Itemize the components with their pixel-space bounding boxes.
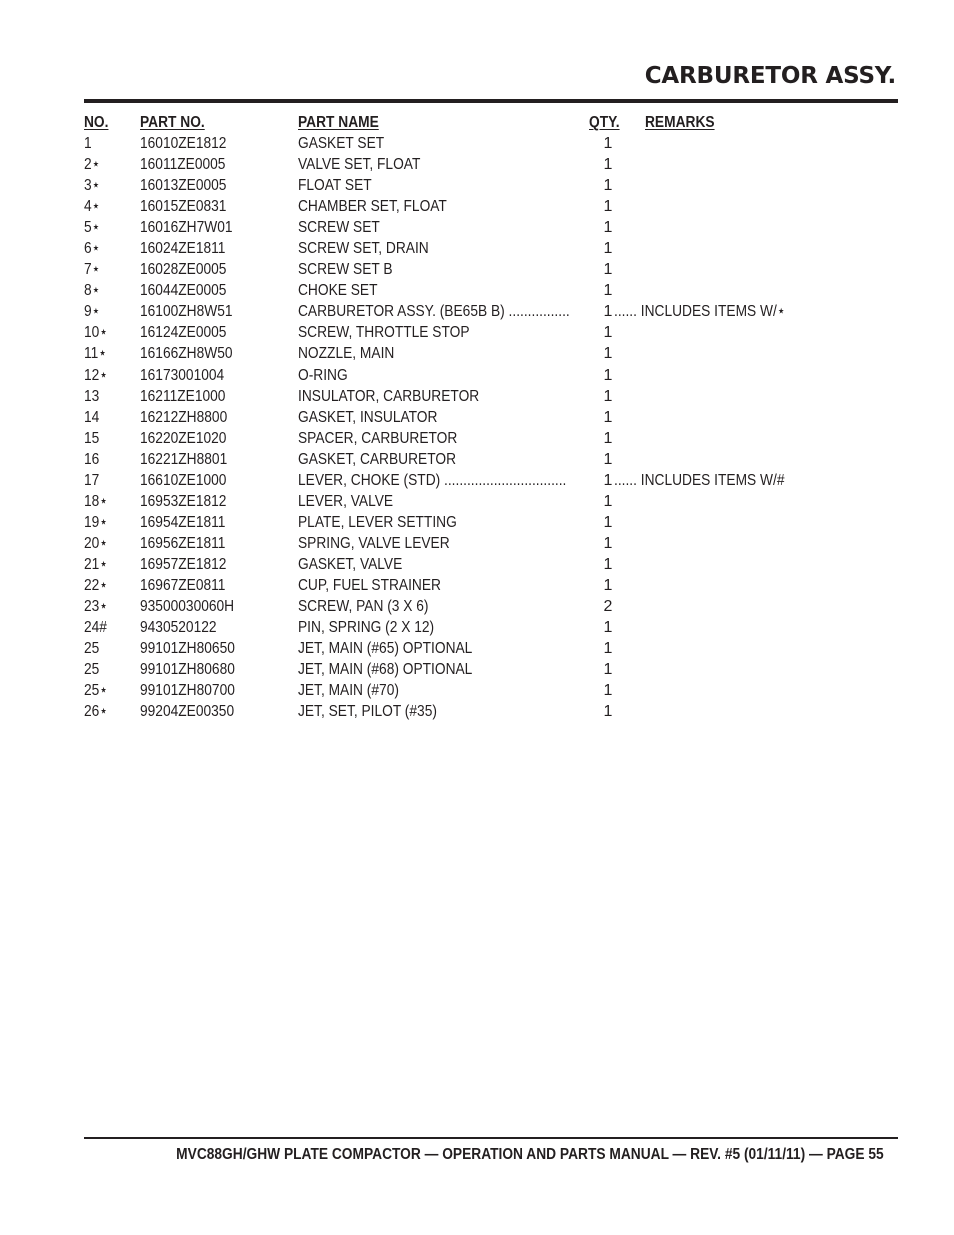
page-footer: MVC88GH/GHW PLATE COMPACTOR — OPERATION AND PARTS MANUAL — REV. #5 (01/11/11) — PAGE 55 bbox=[176, 1146, 884, 1163]
cell-qty: 1 bbox=[603, 661, 613, 679]
cell-part-no: 16024ZE1811 bbox=[140, 240, 226, 258]
cell-part-name: LEVER, CHOKE (STD) ................................ bbox=[298, 471, 567, 489]
header-part-name: PART NAME bbox=[298, 114, 379, 131]
header-part-no: PART NO. bbox=[140, 114, 205, 131]
cell-part-name: O-RING bbox=[298, 366, 348, 384]
cell-qty: 1 bbox=[603, 619, 613, 637]
cell-qty: 1 bbox=[603, 513, 613, 531]
cell-part-name: JET, MAIN (#70) bbox=[298, 682, 399, 700]
cell-no: 15 bbox=[84, 429, 100, 447]
cell-part-name: SCREW, PAN (3 X 6) bbox=[298, 598, 429, 616]
cell-qty: 1 bbox=[603, 282, 613, 300]
cell-part-no: 99101ZH80680 bbox=[140, 661, 235, 679]
cell-part-name: GASKET SET bbox=[298, 135, 385, 152]
cell-no: 25 bbox=[84, 640, 100, 658]
table-row bbox=[84, 386, 864, 407]
cell-part-name: JET, MAIN (#68) OPTIONAL bbox=[298, 661, 473, 679]
cell-remarks: ...... INCLUDES ITEMS W/⋆ bbox=[614, 303, 786, 321]
table-row bbox=[84, 617, 864, 638]
cell-qty: 1 bbox=[603, 471, 613, 489]
table-row bbox=[84, 280, 864, 301]
cell-part-no: 99204ZE00350 bbox=[140, 703, 235, 721]
table-row bbox=[84, 196, 864, 217]
table-row bbox=[84, 365, 864, 386]
cell-no: 25 bbox=[84, 661, 100, 679]
table-row bbox=[84, 343, 864, 364]
cell-part-no: 16010ZE1812 bbox=[140, 135, 227, 152]
table-row bbox=[84, 701, 864, 722]
cell-part-no: 93500030060H bbox=[140, 598, 235, 616]
cell-no: 22⋆ bbox=[84, 576, 108, 594]
cell-qty: 1 bbox=[603, 534, 613, 552]
table-row bbox=[84, 259, 864, 280]
cell-part-name: INSULATOR, CARBURETOR bbox=[298, 387, 480, 405]
cell-part-no: 16953ZE1812 bbox=[140, 492, 227, 510]
cell-qty: 1 bbox=[603, 156, 613, 174]
cell-no: 21⋆ bbox=[84, 555, 108, 573]
cell-part-name: VALVE SET, FLOAT bbox=[298, 156, 421, 174]
cell-no: 25⋆ bbox=[84, 682, 108, 700]
cell-no: 7⋆ bbox=[84, 261, 101, 279]
cell-part-name: PIN, SPRING (2 X 12) bbox=[298, 619, 435, 637]
cell-part-no: 16957ZE1812 bbox=[140, 555, 227, 573]
cell-no: 6⋆ bbox=[84, 240, 101, 258]
table-row bbox=[84, 428, 864, 449]
cell-no: 13 bbox=[84, 387, 100, 405]
cell-qty: 1 bbox=[603, 261, 613, 279]
cell-part-no: 16013ZE0005 bbox=[140, 177, 227, 195]
cell-qty: 1 bbox=[603, 408, 613, 426]
cell-part-name: CHAMBER SET, FLOAT bbox=[298, 198, 447, 216]
cell-part-name: FLOAT SET bbox=[298, 177, 372, 195]
cell-part-name: JET, SET, PILOT (#35) bbox=[298, 703, 437, 721]
table-row bbox=[84, 533, 864, 554]
cell-part-no: 16016ZH7W01 bbox=[140, 219, 233, 237]
table-row bbox=[84, 175, 864, 196]
cell-qty: 1 bbox=[603, 219, 613, 237]
cell-part-no: 16011ZE0005 bbox=[140, 156, 226, 174]
table-row bbox=[84, 575, 864, 596]
cell-no: 14 bbox=[84, 408, 100, 426]
cell-no: 12⋆ bbox=[84, 366, 108, 384]
cell-no: 9⋆ bbox=[84, 303, 101, 321]
cell-part-no: 16166ZH8W50 bbox=[140, 345, 233, 363]
cell-part-name: CARBURETOR ASSY. (BE65B B) ................ bbox=[298, 303, 570, 321]
cell-part-no: 16967ZE0811 bbox=[140, 576, 226, 594]
cell-qty: 1 bbox=[603, 492, 613, 510]
cell-part-no: 16015ZE0831 bbox=[140, 198, 227, 216]
table-row bbox=[84, 491, 864, 512]
cell-no: 4⋆ bbox=[84, 198, 101, 216]
table-header-row bbox=[84, 112, 864, 133]
cell-part-name: GASKET, INSULATOR bbox=[298, 408, 438, 426]
cell-part-no: 16124ZE0005 bbox=[140, 324, 227, 342]
title-divider bbox=[84, 99, 898, 103]
cell-part-name: SPRING, VALVE LEVER bbox=[298, 534, 450, 552]
cell-part-no: 16044ZE0005 bbox=[140, 282, 227, 300]
table-row bbox=[84, 680, 864, 701]
cell-part-no: 16028ZE0005 bbox=[140, 261, 227, 279]
table-row bbox=[84, 449, 864, 470]
cell-part-name: SCREW SET B bbox=[298, 261, 393, 279]
table-row bbox=[84, 512, 864, 533]
table-body bbox=[84, 133, 864, 722]
cell-part-no: 16954ZE1811 bbox=[140, 513, 226, 531]
cell-qty: 1 bbox=[603, 640, 613, 658]
header-qty: QTY. bbox=[589, 114, 620, 131]
parts-table bbox=[84, 112, 864, 722]
cell-part-name: LEVER, VALVE bbox=[298, 492, 394, 510]
cell-qty: 1 bbox=[603, 366, 613, 384]
cell-qty: 1 bbox=[603, 703, 613, 721]
cell-part-name: CHOKE SET bbox=[298, 282, 378, 300]
cell-no: 16 bbox=[84, 450, 100, 468]
cell-part-no: 16211ZE1000 bbox=[140, 387, 226, 405]
cell-qty: 1 bbox=[603, 576, 613, 594]
cell-no: 17 bbox=[84, 471, 100, 489]
cell-part-no: 16173001004 bbox=[140, 366, 225, 384]
cell-qty: 1 bbox=[603, 450, 613, 468]
cell-qty: 1 bbox=[603, 135, 613, 152]
cell-qty: 1 bbox=[603, 345, 613, 363]
cell-qty: 1 bbox=[603, 324, 613, 342]
cell-part-name: SCREW SET bbox=[298, 219, 380, 237]
table-row bbox=[84, 470, 864, 491]
table-row bbox=[84, 322, 864, 343]
cell-qty: 1 bbox=[603, 555, 613, 573]
cell-qty: 1 bbox=[603, 387, 613, 405]
cell-part-name: GASKET, CARBURETOR bbox=[298, 450, 457, 468]
table-row bbox=[84, 407, 864, 428]
page-title: CARBURETOR ASSY. bbox=[644, 63, 896, 89]
table-row bbox=[84, 154, 864, 175]
table-row bbox=[84, 238, 864, 259]
cell-part-no: 16610ZE1000 bbox=[140, 471, 227, 489]
table-row bbox=[84, 659, 864, 680]
cell-qty: 2 bbox=[603, 598, 613, 616]
cell-no: 11⋆ bbox=[84, 345, 107, 363]
cell-part-name: SPACER, CARBURETOR bbox=[298, 429, 458, 447]
cell-part-name: SCREW SET, DRAIN bbox=[298, 240, 429, 258]
table-row bbox=[84, 638, 864, 659]
cell-no: 3⋆ bbox=[84, 177, 101, 195]
cell-no: 19⋆ bbox=[84, 513, 108, 531]
table-row bbox=[84, 301, 864, 322]
cell-remarks: ...... INCLUDES ITEMS W/# bbox=[614, 471, 785, 489]
table-row bbox=[84, 133, 864, 154]
cell-part-name: SCREW, THROTTLE STOP bbox=[298, 324, 470, 342]
cell-no: 5⋆ bbox=[84, 219, 101, 237]
table-row bbox=[84, 596, 864, 617]
footer-divider bbox=[84, 1137, 898, 1139]
cell-part-no: 99101ZH80650 bbox=[140, 640, 235, 658]
header-no: NO. bbox=[84, 114, 109, 131]
cell-qty: 1 bbox=[603, 198, 613, 216]
header-remarks: REMARKS bbox=[645, 114, 715, 131]
cell-no: 23⋆ bbox=[84, 598, 108, 616]
cell-no: 26⋆ bbox=[84, 703, 108, 721]
cell-part-no: 16220ZE1020 bbox=[140, 429, 227, 447]
cell-part-name: GASKET, VALVE bbox=[298, 555, 403, 573]
cell-part-no: 16212ZH8800 bbox=[140, 408, 228, 426]
cell-qty: 1 bbox=[603, 303, 613, 321]
cell-no: 2⋆ bbox=[84, 156, 101, 174]
cell-qty: 1 bbox=[603, 429, 613, 447]
cell-qty: 1 bbox=[603, 240, 613, 258]
table-row bbox=[84, 554, 864, 575]
cell-no: 1 bbox=[84, 135, 92, 152]
cell-no: 10⋆ bbox=[84, 324, 108, 342]
cell-no: 8⋆ bbox=[84, 282, 101, 300]
cell-qty: 1 bbox=[603, 682, 613, 700]
cell-no: 24# bbox=[84, 619, 107, 637]
cell-no: 20⋆ bbox=[84, 534, 108, 552]
cell-part-name: CUP, FUEL STRAINER bbox=[298, 576, 441, 594]
cell-part-no: 9430520122 bbox=[140, 619, 217, 637]
cell-part-name: PLATE, LEVER SETTING bbox=[298, 513, 457, 531]
table-row bbox=[84, 217, 864, 238]
cell-qty: 1 bbox=[603, 177, 613, 195]
cell-part-no: 99101ZH80700 bbox=[140, 682, 235, 700]
cell-part-name: NOZZLE, MAIN bbox=[298, 345, 395, 363]
cell-no: 18⋆ bbox=[84, 492, 108, 510]
cell-part-no: 16221ZH8801 bbox=[140, 450, 228, 468]
cell-part-no: 16100ZH8W51 bbox=[140, 303, 233, 321]
cell-part-no: 16956ZE1811 bbox=[140, 534, 226, 552]
cell-part-name: JET, MAIN (#65) OPTIONAL bbox=[298, 640, 473, 658]
